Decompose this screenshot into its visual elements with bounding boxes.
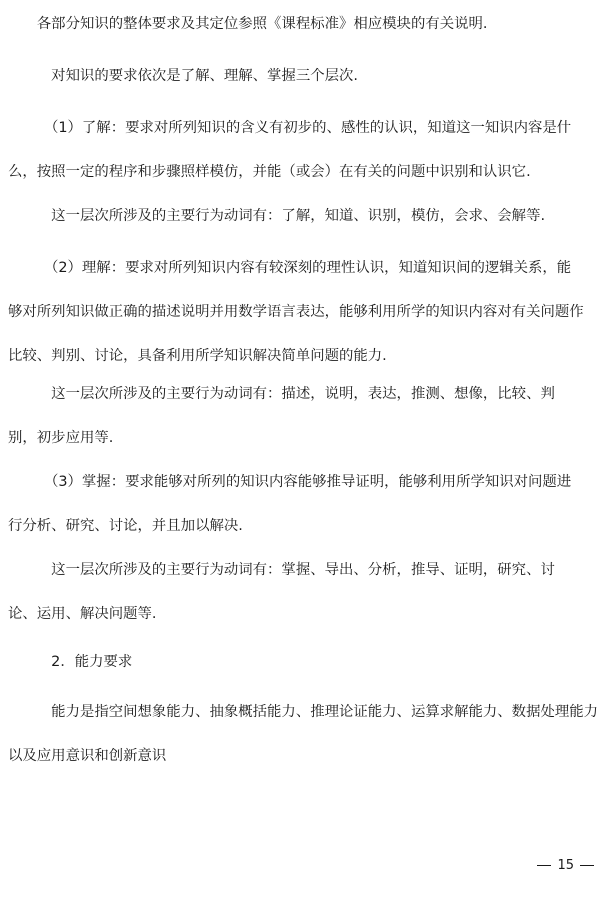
paragraph-verbs-level-3 [8,548,598,636]
section-heading-ability [8,640,598,684]
text-line: 比较、判别、讨论，具备利用所学知识解决简单问题的能力. [8,348,387,364]
text-line: （3）掌握：要求能够对所列的知识内容能够推导证明，能够利用所学知识对问题进 [8,474,572,490]
text-line: 能力是指空间想象能力、抽象概括能力、推理论证能力、运算求解能力、数据处理能力 [8,704,598,720]
text-line: 别，初步应用等. [8,430,114,446]
text-line: （2）理解：要求对所列知识内容有较深刻的理性认识，知道知识间的逻辑关系，能 [8,260,572,276]
text-line: 论、运用、解决问题等. [8,606,157,622]
text-line: 各部分知识的整体要求及其定位参照《课程标准》相应模块的有关说明. [8,16,488,32]
text-line: 这一层次所涉及的主要行为动词有：了解，知道、识别，模仿，会求、会解等. [8,208,546,224]
text-line: 行分析、研究、讨论，并且加以解决. [8,518,243,534]
text-line: 这一层次所涉及的主要行为动词有：描述，说明，表达，推测、想像，比较、判 [8,386,555,402]
text-line: 以及应用意识和创新意识 [8,748,167,764]
text-line: 够对所列知识做正确的描述说明并用数学语言表达，能够利用所学的知识内容对有关问题作 [8,304,584,320]
text-line: 2．能力要求 [8,654,133,670]
text-line: 这一层次所涉及的主要行为动词有：掌握、导出、分析，推导、证明，研究、讨 [8,562,555,578]
paragraph-understand-level-2 [8,246,598,378]
text-line: （1）了解：要求对所列知识的含义有初步的、感性的认识，知道这一知识内容是什 [8,120,572,136]
page-number-dash-left [537,865,551,866]
page-number-dash-right [580,865,594,866]
page-number: 15 [557,858,574,873]
page-footer [537,858,594,873]
paragraph-master-level-3 [8,460,598,548]
paragraph-ability-definition [8,690,598,778]
paragraph-reference-note [8,2,598,46]
paragraph-understand-level-1 [8,106,598,194]
text-line: 么，按照一定的程序和步骤照样模仿，并能（或会）在有关的问题中识别和认识它. [8,164,531,180]
paragraph-verbs-level-1 [8,194,598,238]
paragraph-knowledge-levels [8,54,598,98]
paragraph-verbs-level-2 [8,372,598,460]
text-line: 对知识的要求依次是了解、理解、掌握三个层次. [8,68,358,84]
